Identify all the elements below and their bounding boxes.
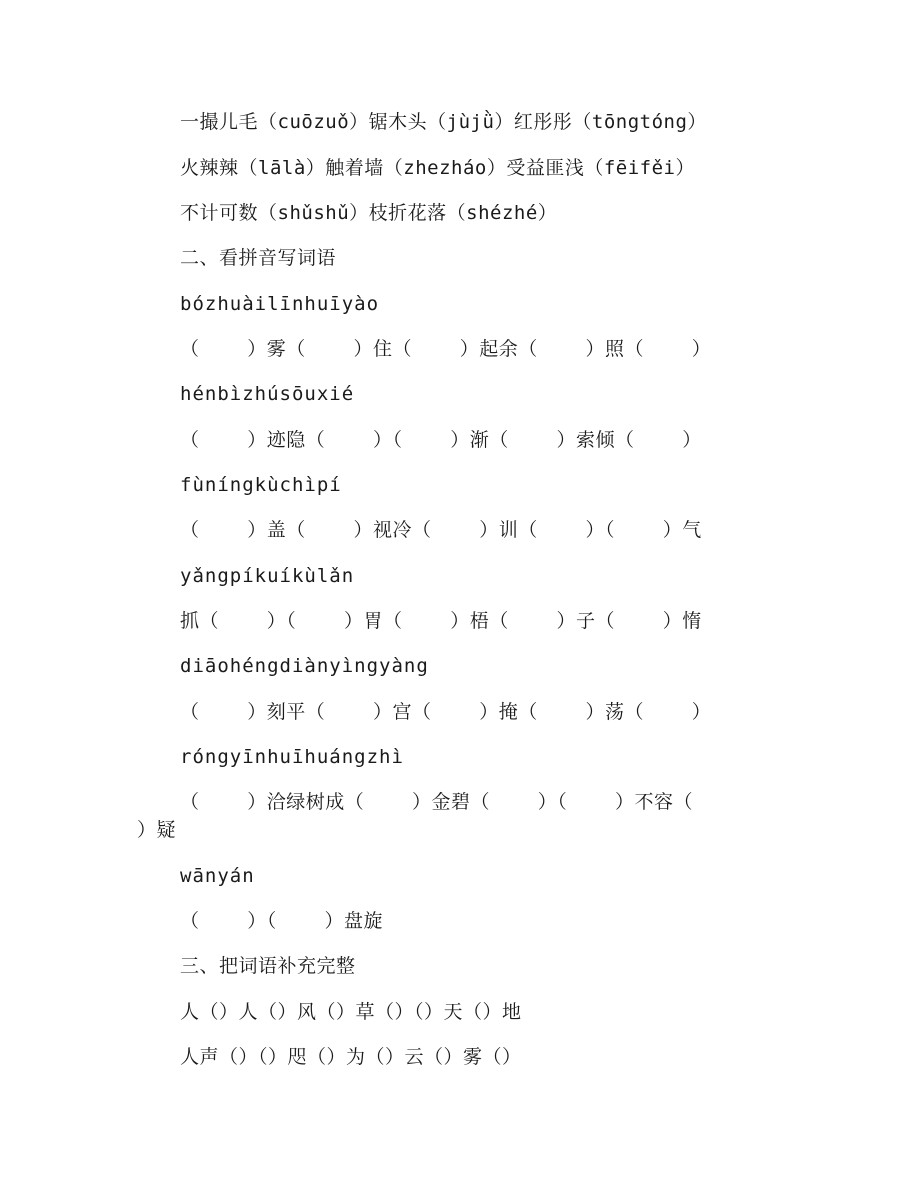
section-3-heading: 三、把词语补充完整 [180,955,356,977]
blank-row-5: （ ）刻平（ ）宫（ ）掩（ ）荡（ ） [180,701,712,723]
pinyin-row-5: diāohéngdiànyìngyàng [180,655,429,677]
section-2-heading: 二、看拼音写词语 [180,247,337,269]
pinyin-row-3: fùníngkùchìpí [180,474,342,496]
pinyin-correction-line-2: 火辣辣（lālà）触着墙（zhezháo）受益匪浅（fēifěi） [180,157,695,179]
blank-row-7: （ ）（ ）盘旋 [180,910,384,932]
blank-row-6-continued: ）疑 [137,819,177,841]
pinyin-row-1: bózhuàilīnhuīyào [180,293,380,315]
blank-row-6: （ ）洽绿树成（ ）金碧（ ）（ ）不容（ [180,791,694,813]
pinyin-correction-line-3: 不计可数（shǔshǔ）枝折花落（shézhé） [180,202,558,224]
blank-row-1: （ ）雾（ ）住（ ）起余（ ）照（ ） [180,338,712,360]
pinyin-row-6: róngyīnhuīhuángzhì [180,746,404,768]
idiom-completion-line-2: 人声（）（）咫（）为（）云（）雾（） [180,1046,522,1068]
idiom-completion-line-1: 人（）人（）风（）草（）（）天（）地 [180,1001,522,1023]
blank-row-4: 抓（ ）（ ）胃（ ）梧（ ）子（ ）惰 [180,610,702,632]
blank-row-3: （ ）盖（ ）视冷（ ）训（ ）（ ）气 [180,519,702,541]
pinyin-row-7: wānyán [180,865,255,887]
blank-row-2: （ ）迹隐（ ）（ ）渐（ ）索倾（ ） [180,429,702,451]
pinyin-row-4: yǎngpíkuíkùlǎn [180,565,355,587]
pinyin-row-2: hénbìzhúsōuxié [180,383,355,405]
pinyin-correction-line-1: 一撮儿毛（cuōzuǒ）锯木头（jùjǜ）红彤彤（tōngtóng） [180,111,707,133]
